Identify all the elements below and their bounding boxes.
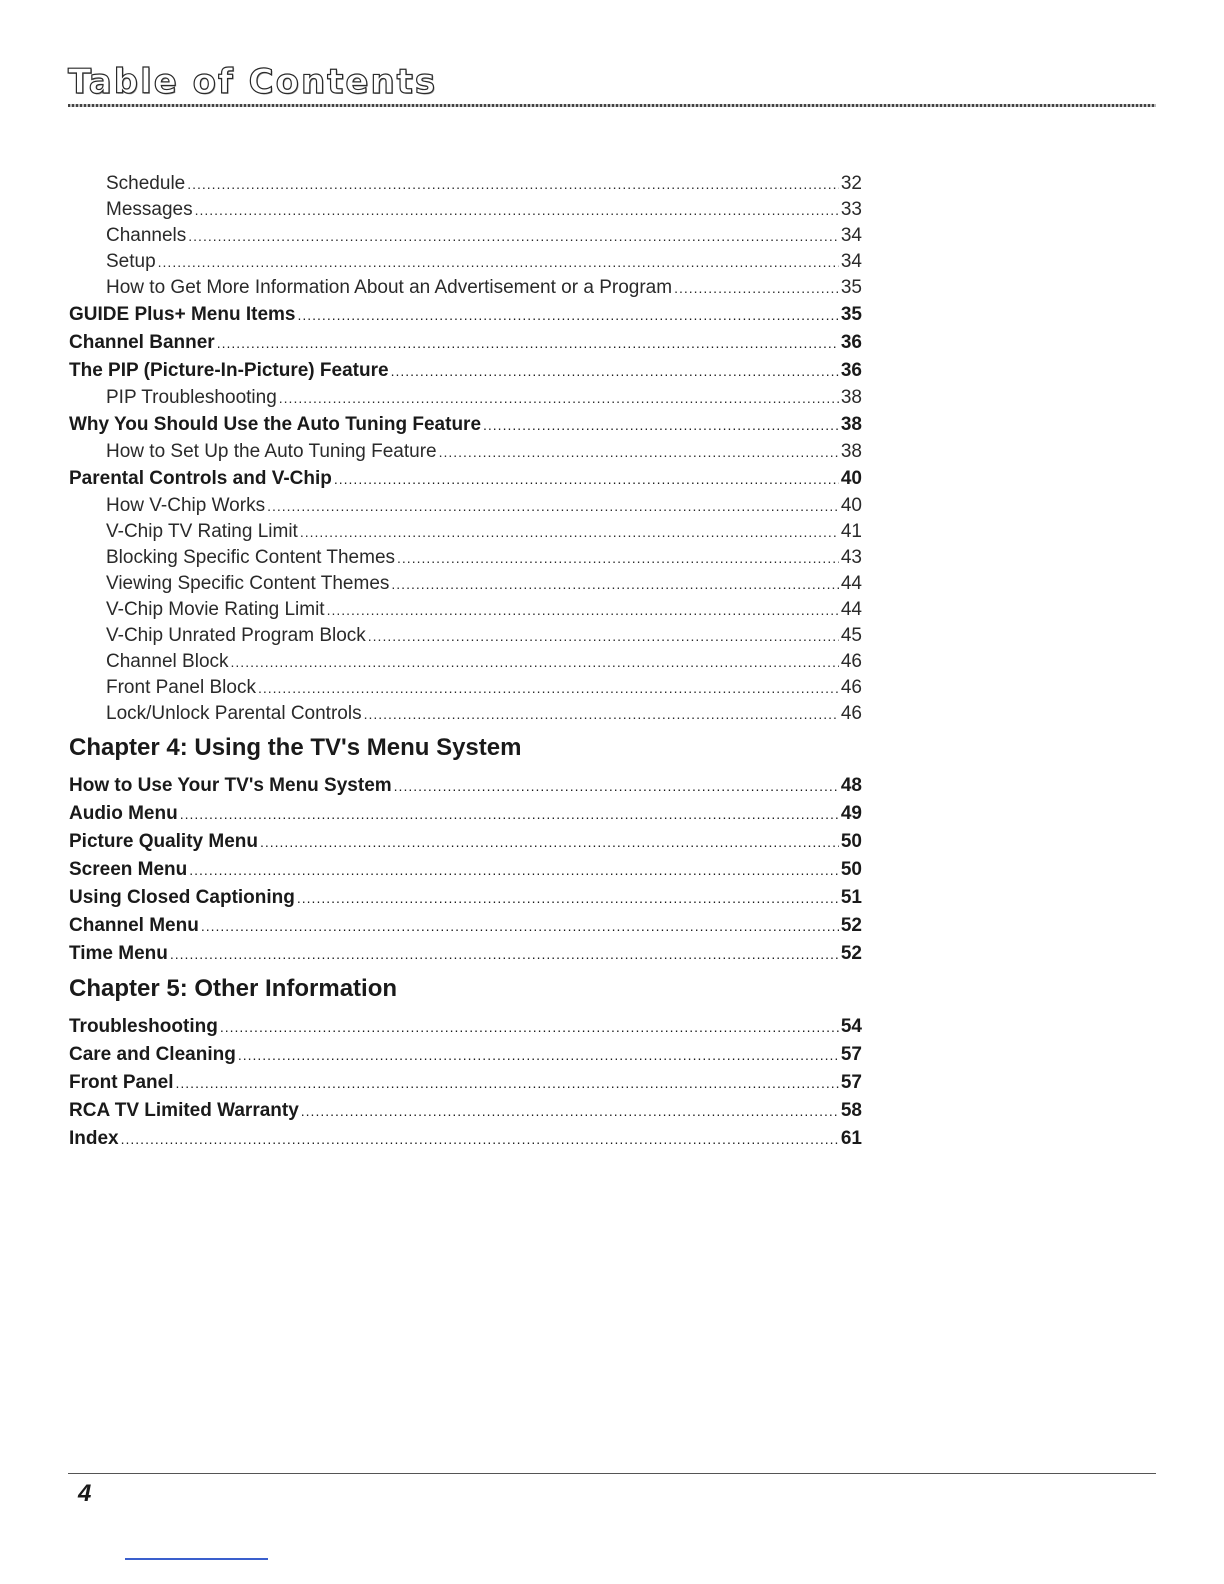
table-of-contents <box>69 171 862 1153</box>
toc-entry[interactable] <box>69 828 862 856</box>
toc-entry-page: 34 <box>840 225 862 246</box>
toc-entry[interactable] <box>69 439 862 465</box>
toc-leader-dots <box>195 197 839 223</box>
toc-entry-page: 46 <box>840 703 862 724</box>
toc-entry-label: How to Set Up the Auto Tuning Feature <box>106 441 437 462</box>
toc-entry[interactable] <box>69 171 862 197</box>
toc-entry[interactable] <box>69 385 862 411</box>
toc-leader-dots <box>301 1097 839 1125</box>
toc-entry-label: GUIDE Plus+ Menu Items <box>69 304 296 325</box>
toc-leader-dots <box>391 357 839 385</box>
toc-leader-dots <box>217 329 839 357</box>
toc-entry[interactable] <box>69 197 862 223</box>
toc-entry-label: Channel Banner <box>69 332 215 353</box>
toc-entry-label: Parental Controls and V-Chip <box>69 468 332 489</box>
footer-divider <box>68 1473 1156 1474</box>
toc-entry-page: 57 <box>840 1044 862 1065</box>
toc-leader-dots <box>391 571 838 597</box>
toc-entry-page: 44 <box>840 599 862 620</box>
toc-leader-dots <box>267 493 839 519</box>
toc-leader-dots <box>364 701 839 727</box>
toc-leader-dots <box>483 411 839 439</box>
page-header <box>68 62 1156 107</box>
toc-entry-page: 38 <box>840 387 862 408</box>
toc-leader-dots <box>260 828 839 856</box>
toc-leader-dots <box>231 649 839 675</box>
toc-entry-page: 36 <box>840 360 862 381</box>
toc-entry[interactable] <box>69 357 862 385</box>
toc-entry[interactable] <box>69 465 862 493</box>
toc-section-chapter5 <box>69 1013 862 1153</box>
toc-entry-page: 46 <box>840 651 862 672</box>
toc-entry-page: 35 <box>840 277 862 298</box>
toc-leader-dots <box>674 275 839 301</box>
toc-leader-dots <box>238 1041 839 1069</box>
toc-entry[interactable] <box>69 493 862 519</box>
toc-entry-label: Picture Quality Menu <box>69 831 258 852</box>
toc-entry-label: Front Panel <box>69 1072 174 1093</box>
toc-leader-dots <box>201 912 839 940</box>
page-number: 4 <box>78 1480 92 1507</box>
toc-entry-page: 43 <box>840 547 862 568</box>
toc-entry[interactable] <box>69 519 862 545</box>
toc-entry-page: 38 <box>840 414 862 435</box>
toc-entry-page: 50 <box>840 831 862 852</box>
toc-entry-page: 58 <box>840 1100 862 1121</box>
toc-leader-dots <box>176 1069 839 1097</box>
toc-entry-page: 50 <box>840 859 862 880</box>
toc-entry-page: 51 <box>840 887 862 908</box>
toc-entry[interactable] <box>69 1041 862 1069</box>
toc-leader-dots <box>368 623 839 649</box>
toc-entry-label: Channel Menu <box>69 915 199 936</box>
toc-entry-label: How V-Chip Works <box>106 495 266 516</box>
toc-entry-page: 36 <box>840 332 862 353</box>
toc-entry[interactable] <box>69 800 862 828</box>
toc-entry[interactable] <box>69 223 862 249</box>
toc-entry[interactable] <box>69 1069 862 1097</box>
toc-leader-dots <box>170 940 839 968</box>
toc-entry-page: 54 <box>840 1016 862 1037</box>
toc-entry-label: V-Chip Unrated Program Block <box>106 625 366 646</box>
toc-entry-label: RCA TV Limited Warranty <box>69 1100 299 1121</box>
toc-leader-dots <box>439 439 839 465</box>
blue-underline-mark <box>125 1558 268 1560</box>
toc-entry-page: 61 <box>840 1128 862 1149</box>
toc-leader-dots <box>279 385 839 411</box>
toc-entry-page: 35 <box>840 304 862 325</box>
toc-entry-label: V-Chip Movie Rating Limit <box>106 599 325 620</box>
toc-entry[interactable] <box>69 275 862 301</box>
toc-entry-label: Time Menu <box>69 943 168 964</box>
toc-entry-label: Screen Menu <box>69 859 188 880</box>
toc-leader-dots <box>300 519 839 545</box>
chapter-5-heading: Chapter 5: Other Information <box>69 975 398 1002</box>
toc-entry[interactable] <box>69 1013 862 1041</box>
chapter-4-heading: Chapter 4: Using the TV's Menu System <box>69 734 522 761</box>
toc-entry-label: Setup <box>106 251 156 272</box>
toc-leader-dots <box>297 301 838 329</box>
toc-entry-label: Why You Should Use the Auto Tuning Feature <box>69 414 482 435</box>
toc-entry-label: Schedule <box>106 173 186 194</box>
toc-entry-label: Troubleshooting <box>69 1016 218 1037</box>
toc-entry-label: Viewing Specific Content Themes <box>106 573 390 594</box>
toc-leader-dots <box>397 545 839 571</box>
toc-entry-label: Audio Menu <box>69 803 178 824</box>
toc-leader-dots <box>187 171 839 197</box>
toc-entry-page: 33 <box>840 199 862 220</box>
toc-leader-dots <box>180 800 839 828</box>
toc-entry[interactable] <box>69 571 862 597</box>
toc-entry[interactable] <box>69 301 862 329</box>
toc-leader-dots <box>188 223 839 249</box>
toc-entry-label: How to Get More Information About an Advertisement or a Program <box>106 277 673 298</box>
toc-entry-page: 40 <box>840 495 862 516</box>
toc-entry-page: 40 <box>840 468 862 489</box>
toc-entry-page: 52 <box>840 915 862 936</box>
toc-entry-label: PIP Troubleshooting <box>106 387 277 408</box>
toc-leader-dots <box>121 1125 839 1153</box>
toc-entry[interactable] <box>69 856 862 884</box>
toc-entry[interactable] <box>69 772 862 800</box>
toc-entry-label: Front Panel Block <box>106 677 256 698</box>
page-title: Table of Contents <box>68 62 438 102</box>
toc-entry-label: The PIP (Picture-In-Picture) Feature <box>69 360 389 381</box>
toc-entry-label: Lock/Unlock Parental Controls <box>106 703 362 724</box>
toc-entry-page: 57 <box>840 1072 862 1093</box>
toc-entry-label: Channel Block <box>106 651 229 672</box>
toc-leader-dots <box>327 597 839 623</box>
toc-entry-page: 45 <box>840 625 862 646</box>
toc-entry-label: Using Closed Captioning <box>69 887 295 908</box>
toc-entry-page: 48 <box>840 775 862 796</box>
toc-entry-label: V-Chip TV Rating Limit <box>106 521 298 542</box>
toc-leader-dots <box>220 1013 839 1041</box>
title-divider <box>68 104 1156 107</box>
toc-entry[interactable] <box>69 249 862 275</box>
toc-entry[interactable] <box>69 411 862 439</box>
toc-leader-dots <box>394 772 839 800</box>
toc-entry-label: Channels <box>106 225 187 246</box>
toc-leader-dots <box>189 856 839 884</box>
toc-entry[interactable] <box>69 597 862 623</box>
toc-entry-page: 41 <box>840 521 862 542</box>
toc-leader-dots <box>158 249 839 275</box>
toc-section-chapter3-continued <box>69 171 862 727</box>
toc-entry-label: How to Use Your TV's Menu System <box>69 775 392 796</box>
toc-entry[interactable] <box>69 912 862 940</box>
toc-entry-page: 34 <box>840 251 862 272</box>
toc-entry-page: 32 <box>840 173 862 194</box>
toc-section-chapter4 <box>69 772 862 968</box>
toc-entry-page: 38 <box>840 441 862 462</box>
toc-entry[interactable] <box>69 884 862 912</box>
toc-entry[interactable] <box>69 940 862 968</box>
toc-entry-page: 44 <box>840 573 862 594</box>
toc-entry[interactable] <box>69 701 862 727</box>
toc-leader-dots <box>297 884 839 912</box>
toc-entry-label: Care and Cleaning <box>69 1044 236 1065</box>
toc-entry[interactable] <box>69 623 862 649</box>
toc-entry[interactable] <box>69 1125 862 1153</box>
toc-entry-page: 46 <box>840 677 862 698</box>
toc-entry-label: Messages <box>106 199 193 220</box>
toc-entry[interactable] <box>69 1097 862 1125</box>
toc-entry-page: 49 <box>840 803 862 824</box>
toc-entry[interactable] <box>69 649 862 675</box>
toc-entry-page: 52 <box>840 943 862 964</box>
toc-leader-dots <box>334 465 839 493</box>
toc-leader-dots <box>258 675 839 701</box>
toc-entry[interactable] <box>69 675 862 701</box>
toc-entry-label: Index <box>69 1128 119 1149</box>
toc-entry-label: Blocking Specific Content Themes <box>106 547 396 568</box>
toc-entry[interactable] <box>69 329 862 357</box>
toc-entry[interactable] <box>69 545 862 571</box>
